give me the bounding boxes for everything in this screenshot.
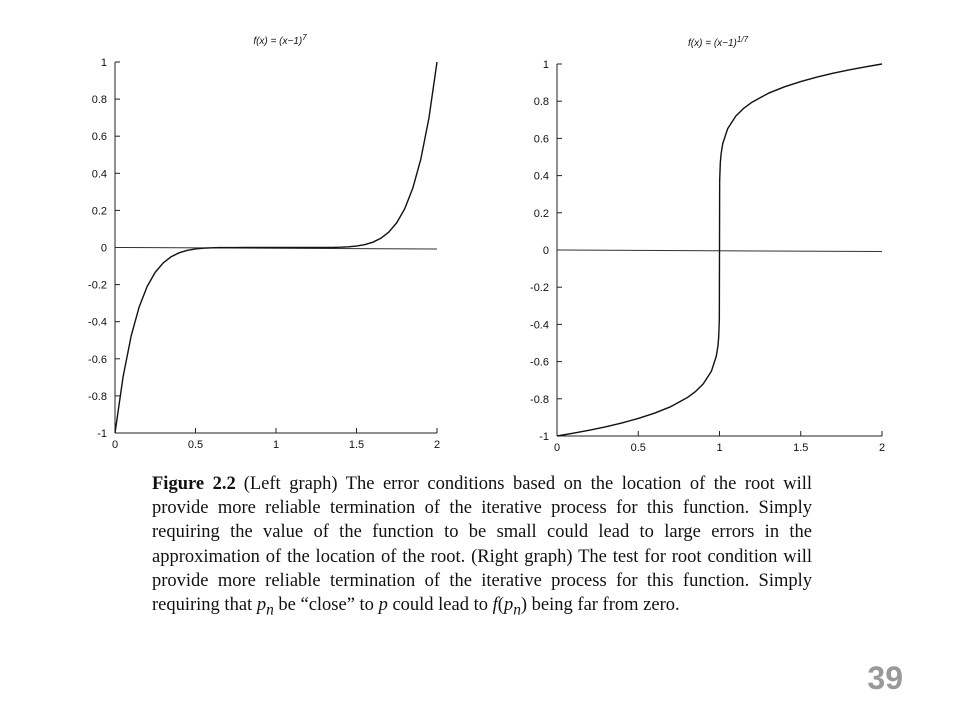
right-y-tick-label: 0.2	[533, 207, 549, 220]
caption-text: be “close” to	[273, 595, 379, 616]
left-y-tick-label: 0	[100, 242, 107, 255]
left-x-tick-label: 1	[272, 439, 280, 451]
left-chart-title-exponent: 7	[302, 33, 307, 42]
right-y-tick-label: 0.8	[533, 96, 549, 109]
left-y-tick-label: 0.6	[91, 131, 107, 144]
caption-text: could lead to	[387, 595, 493, 616]
left-x-tick-label: 2	[433, 439, 441, 451]
caption-var-f: f	[492, 595, 498, 616]
left-x-tick-label: 1.5	[348, 439, 365, 451]
left-y-tick-label: 0.4	[91, 168, 107, 181]
right-y-tick-label: -1	[539, 431, 549, 443]
figure-caption	[152, 472, 812, 623]
right-x-tick-label: 2	[878, 442, 886, 454]
right-y-tick-label: 1	[542, 59, 549, 71]
caption-var-p: p	[256, 595, 267, 616]
right-y-tick-label: 0.4	[533, 170, 549, 183]
caption-var-p: p	[378, 595, 388, 616]
right-y-tick-label: -0.4	[530, 319, 549, 332]
right-x-tick-label: 1	[716, 442, 723, 454]
right-x-tick-label: 0	[553, 442, 561, 454]
left-y-tick-label: -1	[97, 428, 107, 440]
right-chart-title	[688, 35, 749, 49]
left-x-tick-label: 0	[111, 439, 119, 451]
right-x-tick-label: 1.5	[793, 442, 809, 454]
caption-paren: (	[497, 595, 504, 616]
left-y-tick-label: -0.4	[88, 316, 107, 329]
right-x-tick-label: 0.5	[630, 442, 646, 454]
left-y-tick-label: -0.2	[88, 279, 107, 292]
right-y-tick-label: 0.6	[533, 133, 549, 146]
left-x-tick-label: 0.5	[187, 439, 204, 451]
caption-sub-n: n	[266, 601, 274, 619]
left-chart-title-base: f(x) = (x−1)	[253, 36, 303, 47]
right-y-tick-label: -0.8	[530, 393, 549, 406]
right-y-tick-label: 0	[542, 245, 549, 257]
left-y-tick-label: 0.2	[91, 205, 107, 218]
left-y-tick-label: -0.8	[88, 390, 107, 403]
right-y-tick-label: -0.6	[530, 356, 549, 369]
caption-var-p: p	[503, 595, 514, 616]
right-chart-title-base: f(x) = (x−1)	[687, 38, 737, 49]
left-y-tick-label: 1	[100, 57, 107, 69]
caption-text: ) being far from zero.	[520, 595, 680, 616]
left-y-tick-label: -0.6	[88, 353, 107, 366]
left-y-tick-label: 0.8	[91, 94, 107, 107]
figure-label: Figure 2.2	[152, 474, 236, 494]
right-chart-title-exponent: 1/7	[736, 35, 749, 44]
left-chart-title	[253, 33, 307, 47]
caption-sub-n: n	[513, 601, 521, 619]
page-number: 39	[867, 660, 903, 696]
caption-text: (Left graph) The error conditions based on the location of the root will provide more reliable termination of the iterative process for this function. Simply requiring the value of the function to be small could lead to large errors in the approximation of the location of the root. (Right graph) The test for root condition will provide more reliable termination of the iterative process for this function. Simply requiring that	[152, 474, 812, 616]
right-y-tick-label: -0.2	[530, 282, 549, 295]
